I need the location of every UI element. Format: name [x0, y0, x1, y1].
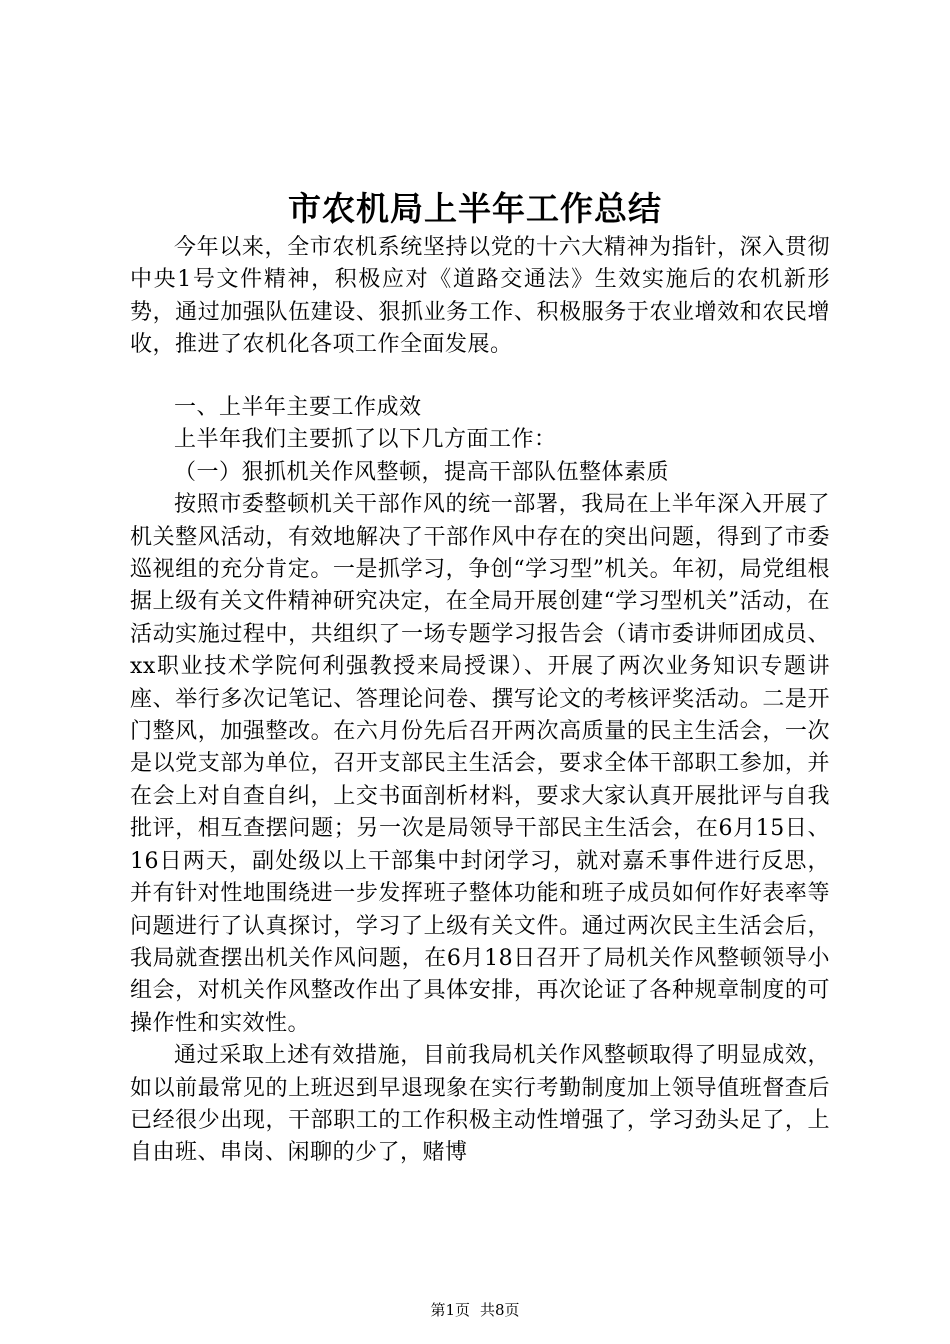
subsection-heading: （一）狠抓机关作风整顿，提高干部队伍整体素质 [174, 459, 670, 485]
body-paragraph: 通过采取上述有效措施，目前我局机关作风整顿取得了明显成效，如以前最常见的上班迟到早退现象在实行考勤制度加上领导值班督查后已经很少出现，干部职工的工作积极主动性增强了，学习劲头足了，上自由班、串岗、闲聊的少了，赌博 [130, 1043, 830, 1166]
intro-paragraph: 今年以来，全市农机系统坚持以党的十六大精神为指针，深入贯彻中央1号文件精神，积极应对《道路交通法》生效实施后的农机新形势，通过加强队伍建设、狠抓业务工作、积极服务于农业增效和农民增收，推进了农机化各项工作全面发展。 [130, 235, 830, 358]
page-footer [0, 1300, 950, 1320]
document-title: 市农机局上半年工作总结 [288, 189, 662, 228]
body-paragraph: 按照市委整顿机关干部作风的统一部署，我局在上半年深入开展了机关整风活动，有效地解决了干部作风中存在的突出问题，得到了市委巡视组的充分肯定。一是抓学习，争创“学习型”机关。年初，局党组根据上级有关文件精神研究决定，在全局开展创建“学习型机关”活动，在活动实施过程中，共组织了一场专题学习报告会（请市委讲师团成员、xx职业技术学院何利强教授来局授课）、开展了两次业务知识专题讲座、举行多次记笔记、答理论问卷、撰写论文的考核评奖活动。二是开门整风，加强整改。在六月份先后召开两次高质量的民主生活会，一次是以党支部为单位，召开支部民主生活会，要求全体干部职工参加，并在会上对自查自纠，上交书面剖析材料，要求大家认真开展批评与自我批评，相互查摆问题；另一次是局领导干部民主生活会，在6月15日、16日两天，副处级以上干部集中封闭学习，就对嘉禾事件进行反思，并有针对性地围绕进一步发挥班子整体功能和班子成员如何作好表率等问题进行了认真探讨，学习了上级有关文件。通过两次民主生活会后，我局就查摆出机关作风问题，在6月18日召开了局机关作风整顿领导小组会，对机关作风整改作出了具体安排，再次论证了各种规章制度的可操作性和实效性。 [130, 492, 830, 1036]
section-block [130, 392, 830, 1170]
page-number: 第1页 [430, 1301, 470, 1319]
section-heading: 一、上半年主要工作成效 [174, 395, 422, 420]
intro-block [130, 232, 830, 362]
page-total: 共8页 [480, 1301, 520, 1319]
section-lead: 上半年我们主要抓了以下几方面工作： [174, 427, 557, 453]
